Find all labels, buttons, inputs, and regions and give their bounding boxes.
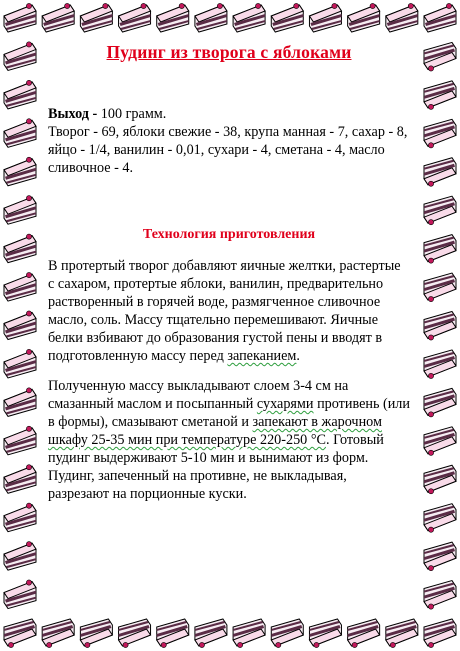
cake-slice-icon: [119, 3, 151, 32]
paragraph-1-text: В протертый творог добавляют яичные желтки, растертые с сахаром, протертые яблоки, ванилин, предварительно растворенный в горячей воде, размягченное сливочное масло, соль. Массу тщательно перемешивают. Яичные белки взбивают до образования густой пены и вводят в подготовленную массу перед: [48, 258, 401, 364]
cake-slice-icon: [348, 3, 380, 32]
cake-slice-icon: [80, 619, 112, 648]
cake-slice-icon: [424, 81, 456, 110]
cake-slice-icon: [233, 619, 265, 648]
cake-slice-icon: [348, 619, 380, 648]
spellcheck-marked-word: запеканием: [227, 348, 297, 364]
cake-slice-icon: [4, 349, 36, 378]
ingredients-list: Творог - 69, яблоки свежие - 38, крупа манная - 7, сахар - 8, яйцо - 1/4, ванилин - 0,01, сухари - 4, сметана - 4, масло сливочное - 4.: [48, 124, 408, 176]
cake-slice-icon: [271, 3, 303, 32]
cake-slice-icon: [424, 235, 456, 264]
yield-label: Выход -: [48, 106, 98, 122]
cake-slice-icon: [4, 503, 36, 532]
cake-slice-icon: [424, 42, 456, 71]
spellcheck-marked-phrase: запекают в жарочном шкафу 25-35 мин при температуре 220-250 °С: [48, 414, 382, 448]
cake-slice-icon: [386, 619, 418, 648]
cake-slice-icon: [4, 3, 36, 32]
cake-slice-icon: [4, 388, 36, 417]
cake-slice-icon: [424, 196, 456, 225]
cake-slice-icon: [309, 3, 341, 32]
cake-slice-icon: [42, 3, 74, 32]
cake-slice-icon: [195, 619, 227, 648]
cake-slice-icon: [4, 426, 36, 455]
paragraph-2-text-b: противень (или в формы), смазывают сметаной и: [48, 396, 410, 430]
cake-slice-icon: [424, 119, 456, 148]
cake-slice-icon: [424, 427, 456, 456]
cake-slice-icon: [4, 42, 36, 71]
cake-slice-icon: [424, 158, 456, 187]
cake-slice-icon: [424, 350, 456, 379]
cake-slice-icon: [4, 234, 36, 263]
cake-slice-icon: [424, 581, 456, 610]
technology-heading: Технология приготовления: [142, 227, 316, 242]
cake-slice-icon: [4, 542, 36, 571]
cake-slice-icon: [4, 311, 36, 340]
ingredients-block: [48, 105, 410, 177]
cake-slice-icon: [424, 273, 456, 302]
cake-slice-icon: [233, 3, 265, 32]
cake-slice-icon: [424, 312, 456, 341]
paragraph-1-end: .: [296, 348, 300, 364]
yield-value: 100 грамм.: [97, 106, 167, 122]
cake-slice-icon: [157, 619, 189, 648]
paragraph-1: [48, 257, 410, 365]
cake-slice-icon: [4, 157, 36, 186]
cake-slice-icon: [386, 3, 418, 32]
cake-slice-icon: [271, 619, 303, 648]
cake-slice-icon: [195, 3, 227, 32]
cake-slice-icon: [424, 504, 456, 533]
recipe-content: [48, 40, 410, 503]
cake-slice-icon: [424, 3, 456, 32]
paragraph-2-text-c: . Готовый пудинг выдерживают 5-10 мин и вынимают из форм. Пудинг, запеченный на противне, не выкладывая, разрезают на порционные куски.: [48, 432, 384, 502]
page-title: Пудинг из творога с яблоками: [106, 42, 352, 62]
cake-slice-icon: [157, 3, 189, 32]
cake-slice-icon: [4, 80, 36, 109]
cake-slice-icon: [424, 388, 456, 417]
cake-slice-icon: [119, 619, 151, 648]
cake-slice-icon: [309, 619, 341, 648]
cake-slice-icon: [42, 619, 74, 648]
cake-slice-icon: [4, 465, 36, 494]
cake-slice-icon: [4, 119, 36, 148]
cake-slice-icon: [4, 272, 36, 301]
cake-slice-icon: [424, 619, 456, 648]
cake-slice-icon: [80, 3, 112, 32]
cake-slice-icon: [4, 619, 36, 648]
cake-slice-icon: [4, 196, 36, 225]
cake-slice-icon: [424, 542, 456, 571]
paragraph-2: [48, 377, 410, 503]
cake-slice-icon: [4, 580, 36, 609]
paragraph-2-text-a: Полученную массу выкладывают слоем 3-4 см на смазанный маслом и посыпанный: [48, 378, 349, 412]
spellcheck-marked-word: сухарями: [256, 396, 314, 412]
cake-slice-icon: [424, 465, 456, 494]
